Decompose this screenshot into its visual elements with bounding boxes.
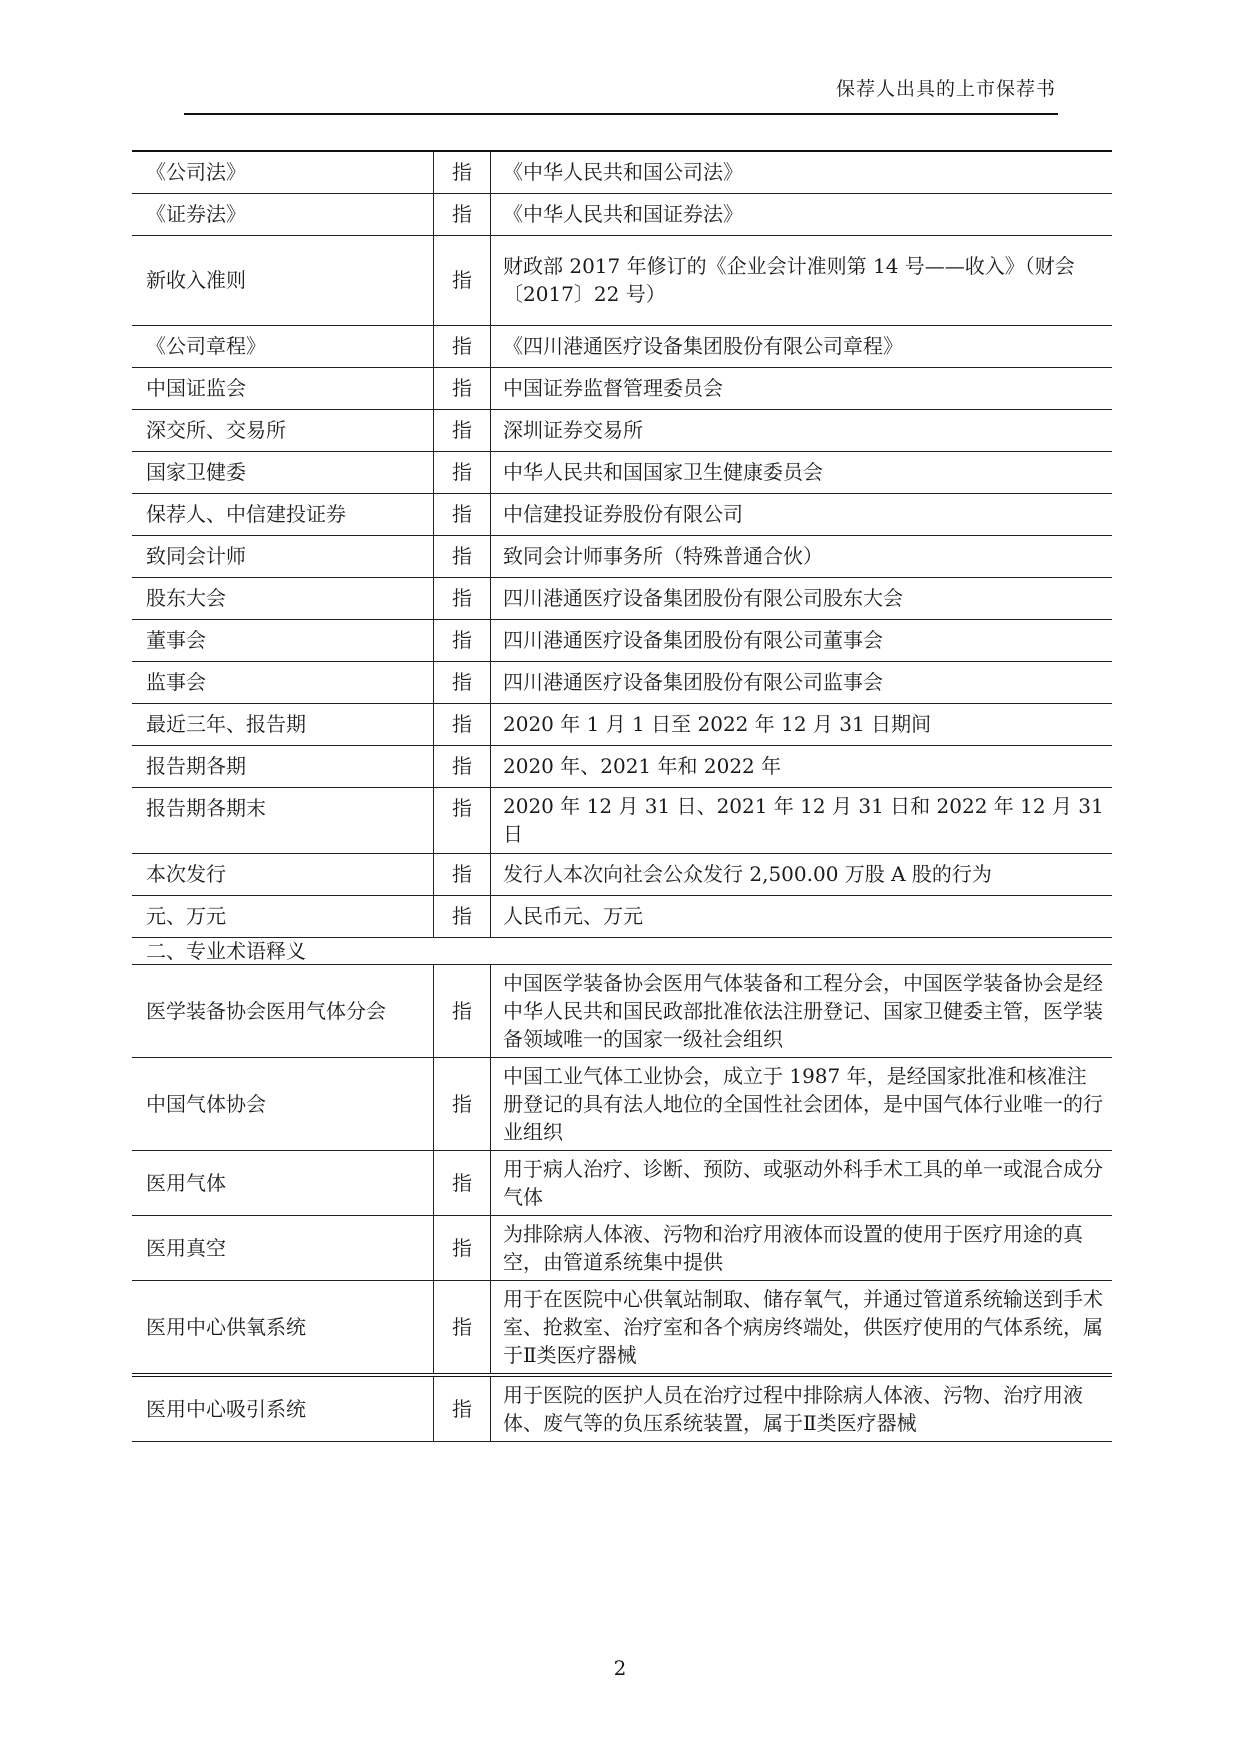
definition-cell: 中信建投证券股份有限公司	[491, 493, 1113, 535]
definition-cell: 中国医学装备协会医用气体装备和工程分会，中国医学装备协会是经中华人民共和国民政部批准依法注册登记、国家卫健委主管，医学装备领域唯一的国家一级社会组织	[491, 964, 1113, 1057]
term-cell: 元、万元	[132, 895, 434, 937]
term-cell: 报告期各期	[132, 745, 434, 787]
definitions-table	[132, 150, 1112, 1442]
term-cell: 报告期各期末	[132, 787, 434, 853]
pointer-cell: 指	[434, 895, 491, 937]
definition-cell: 中国工业气体工业协会，成立于 1987 年，是经国家批准和核准注册登记的具有法人地位的全国性社会团体，是中国气体行业唯一的行业组织	[491, 1057, 1113, 1150]
table-row	[132, 193, 1112, 235]
pointer-cell: 指	[434, 1375, 491, 1442]
pointer-cell: 指	[434, 703, 491, 745]
definition-cell: 四川港通医疗设备集团股份有限公司董事会	[491, 619, 1113, 661]
definition-cell: 深圳证券交易所	[491, 409, 1113, 451]
definition-cell: 四川港通医疗设备集团股份有限公司监事会	[491, 661, 1113, 703]
term-cell: 保荐人、中信建投证券	[132, 493, 434, 535]
pointer-cell: 指	[434, 745, 491, 787]
pointer-cell: 指	[434, 235, 491, 325]
table-row	[132, 577, 1112, 619]
definition-cell: 用于病人治疗、诊断、预防、或驱动外科手术工具的单一或混合成分气体	[491, 1150, 1113, 1215]
term-cell: 董事会	[132, 619, 434, 661]
pointer-cell: 指	[434, 367, 491, 409]
pointer-cell: 指	[434, 535, 491, 577]
term-cell: 医用中心供氧系统	[132, 1280, 434, 1375]
table-row	[132, 367, 1112, 409]
term-cell: 本次发行	[132, 853, 434, 895]
term-cell: 致同会计师	[132, 535, 434, 577]
term-cell: 中国气体协会	[132, 1057, 434, 1150]
term-cell: 深交所、交易所	[132, 409, 434, 451]
table-row	[132, 535, 1112, 577]
term-cell: 《公司章程》	[132, 325, 434, 367]
definition-cell: 中国证券监督管理委员会	[491, 367, 1113, 409]
table-row	[132, 703, 1112, 745]
pointer-cell: 指	[434, 1280, 491, 1375]
definition-cell: 发行人本次向社会公众发行 2,500.00 万股 A 股的行为	[491, 853, 1113, 895]
definition-cell: 《四川港通医疗设备集团股份有限公司章程》	[491, 325, 1113, 367]
pointer-cell: 指	[434, 853, 491, 895]
table-row	[132, 235, 1112, 325]
pointer-cell: 指	[434, 451, 491, 493]
pointer-cell: 指	[434, 1215, 491, 1280]
definition-cell: 人民币元、万元	[491, 895, 1113, 937]
definition-cell: 2020 年、2021 年和 2022 年	[491, 745, 1113, 787]
term-cell: 新收入准则	[132, 235, 434, 325]
table-row	[132, 1150, 1112, 1215]
term-cell: 医用真空	[132, 1215, 434, 1280]
definition-cell: 四川港通医疗设备集团股份有限公司股东大会	[491, 577, 1113, 619]
definition-cell: 财政部 2017 年修订的《企业会计准则第 14 号——收入》（财会〔2017〕22 号）	[491, 235, 1113, 325]
header-rule	[184, 113, 1058, 115]
pointer-cell: 指	[434, 619, 491, 661]
pointer-cell: 指	[434, 577, 491, 619]
table-row	[132, 451, 1112, 493]
table-row	[132, 1280, 1112, 1375]
table-row	[132, 325, 1112, 367]
table-row	[132, 964, 1112, 1057]
pointer-cell: 指	[434, 661, 491, 703]
table-row	[132, 619, 1112, 661]
table-row	[132, 1215, 1112, 1280]
table-row	[132, 895, 1112, 937]
table-row	[132, 1057, 1112, 1150]
pointer-cell: 指	[434, 193, 491, 235]
pointer-cell: 指	[434, 493, 491, 535]
definition-cell: 《中华人民共和国证券法》	[491, 193, 1113, 235]
table-row	[132, 493, 1112, 535]
definition-cell: 2020 年 1 月 1 日至 2022 年 12 月 31 日期间	[491, 703, 1113, 745]
definition-cell: 2020 年 12 月 31 日、2021 年 12 月 31 日和 2022 年 12 月 31 日	[491, 787, 1113, 853]
page-number: 2	[613, 1656, 627, 1680]
table-row	[132, 853, 1112, 895]
table-row	[132, 151, 1112, 193]
definition-cell: 用于医院的医护人员在治疗过程中排除病人体液、污物、治疗用液体、废气等的负压系统装置，属于Ⅱ类医疗器械	[491, 1375, 1113, 1442]
pointer-cell: 指	[434, 964, 491, 1057]
pointer-cell: 指	[434, 787, 491, 853]
pointer-cell: 指	[434, 325, 491, 367]
term-cell: 医用气体	[132, 1150, 434, 1215]
pointer-cell: 指	[434, 1057, 491, 1150]
section-heading: 二、专业术语释义	[132, 937, 1112, 964]
definition-cell: 《中华人民共和国公司法》	[491, 151, 1113, 193]
term-cell: 《公司法》	[132, 151, 434, 193]
term-cell: 医用中心吸引系统	[132, 1375, 434, 1442]
table-row	[132, 409, 1112, 451]
definition-cell: 中华人民共和国国家卫生健康委员会	[491, 451, 1113, 493]
definition-cell: 用于在医院中心供氧站制取、储存氧气，并通过管道系统输送到手术室、抢救室、治疗室和各个病房终端处，供医疗使用的气体系统，属于Ⅱ类医疗器械	[491, 1280, 1113, 1375]
term-cell: 监事会	[132, 661, 434, 703]
page-header-title: 保荐人出具的上市保荐书	[835, 78, 1056, 100]
table-row	[132, 1375, 1112, 1442]
term-cell: 《证券法》	[132, 193, 434, 235]
term-cell: 中国证监会	[132, 367, 434, 409]
definition-cell: 为排除病人体液、污物和治疗用液体而设置的使用于医疗用途的真空，由管道系统集中提供	[491, 1215, 1113, 1280]
section-heading-row	[132, 937, 1112, 964]
pointer-cell: 指	[434, 409, 491, 451]
term-cell: 医学装备协会医用气体分会	[132, 964, 434, 1057]
table-row	[132, 661, 1112, 703]
pointer-cell: 指	[434, 151, 491, 193]
table-row	[132, 745, 1112, 787]
table-row	[132, 787, 1112, 853]
pointer-cell: 指	[434, 1150, 491, 1215]
definition-cell: 致同会计师事务所（特殊普通合伙）	[491, 535, 1113, 577]
term-cell: 最近三年、报告期	[132, 703, 434, 745]
term-cell: 股东大会	[132, 577, 434, 619]
term-cell: 国家卫健委	[132, 451, 434, 493]
